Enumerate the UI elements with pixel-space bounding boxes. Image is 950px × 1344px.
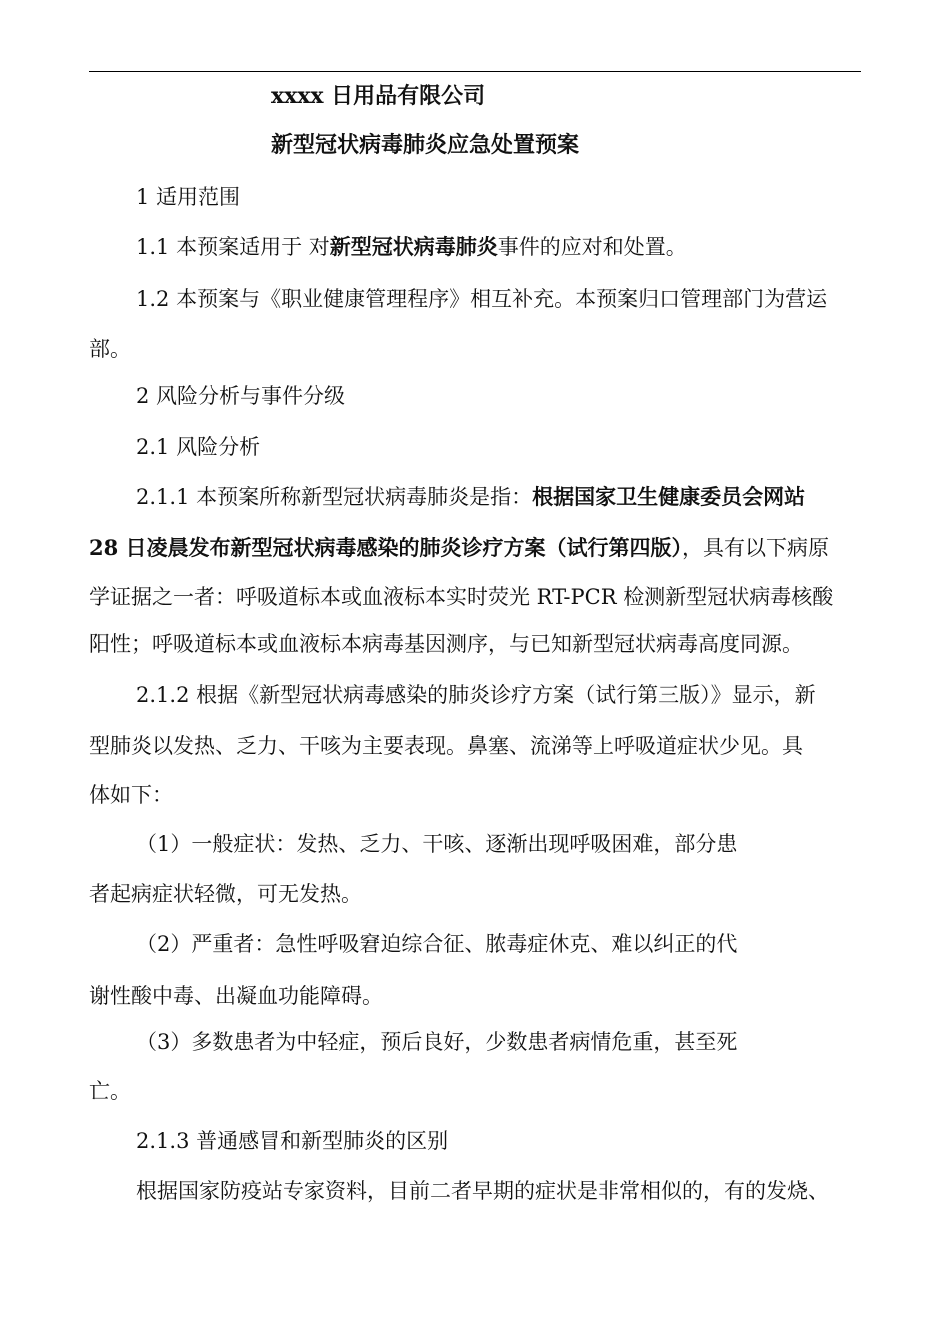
- symptom-3-line-1: （3）多数患者为中轻症，预后良好，少数患者病情危重，甚至死: [136, 1030, 738, 1054]
- paragraph-2-1-1-line-1: [136, 484, 805, 510]
- symptom-2-line-1: （2）严重者：急性呼吸窘迫综合征、脓毒症休克、难以纠正的代: [136, 932, 738, 956]
- document-title: 新型冠状病毒肺炎应急处置预案: [271, 132, 580, 158]
- paragraph-2-1-1-line-4: 阳性；呼吸道标本或血液标本病毒基因测序，与已知新型冠状病毒高度同源。: [89, 632, 803, 656]
- paragraph-2-1-2-line-2: 型肺炎以发热、乏力、干咳为主要表现。鼻塞、流涕等上呼吸道症状少见。具: [89, 734, 803, 758]
- paragraph-2-1-2-line-3: 体如下：: [89, 783, 173, 807]
- paragraph-2-1-3-body: 根据国家防疫站专家资料，目前二者早期的症状是非常相似的，有的发烧、: [136, 1179, 829, 1203]
- symptom-2-line-2: 谢性酸中毒、出凝血功能障碍。: [89, 984, 383, 1008]
- paragraph-1-2-line-2: 部。: [89, 337, 131, 361]
- symptom-3-line-2: 亡。: [89, 1079, 131, 1103]
- company-name: xxxx 日用品有限公司: [271, 83, 486, 109]
- paragraph-2-1-1-emphasis: 根据国家卫生健康委员会网站: [532, 484, 806, 509]
- paragraph-2-1-1-line-2: [89, 535, 829, 561]
- header-rule: [89, 71, 861, 72]
- subsection-2-1-heading: 2.1 风险分析: [136, 435, 261, 459]
- paragraph-2-1-1-text: 2.1.1 本预案所称新型冠状病毒肺炎是指：: [136, 485, 533, 509]
- paragraph-1-1-text-c: 事件的应对和处置。: [497, 235, 687, 259]
- paragraph-1-1-emphasis: 新型冠状病毒肺炎: [329, 234, 498, 259]
- section-2-heading: 2 风险分析与事件分级: [136, 384, 346, 408]
- section-1-heading: 1 适用范围: [136, 185, 241, 209]
- paragraph-2-1-1-text-2: ，具有以下病原: [682, 536, 830, 560]
- paragraph-1-2-line-1: 1.2 本预案与《职业健康管理程序》相互补充。本预案归口管理部门为营运: [136, 287, 828, 311]
- symptom-1-line-2: 者起病症状轻微，可无发热。: [89, 882, 362, 906]
- paragraph-1-1: [136, 234, 687, 260]
- paragraph-2-1-2-line-1: 2.1.2 根据《新型冠状病毒感染的肺炎诊疗方案（试行第三版）》显示，新: [136, 683, 816, 707]
- paragraph-1-1-text-a: 1.1 本预案适用于 对: [136, 235, 330, 259]
- symptom-1-line-1: （1）一般症状：发热、乏力、干咳、逐渐出现呼吸困难，部分患: [136, 832, 738, 856]
- paragraph-2-1-1-emphasis-2: 28 日凌晨发布新型冠状病毒感染的肺炎诊疗方案（试行第四版）: [89, 535, 683, 560]
- paragraph-2-1-1-line-3: 学证据之一者：呼吸道标本或血液标本实时荧光 RT-PCR 检测新型冠状病毒核酸: [89, 585, 834, 609]
- paragraph-2-1-3-heading: 2.1.3 普通感冒和新型肺炎的区别: [136, 1129, 449, 1153]
